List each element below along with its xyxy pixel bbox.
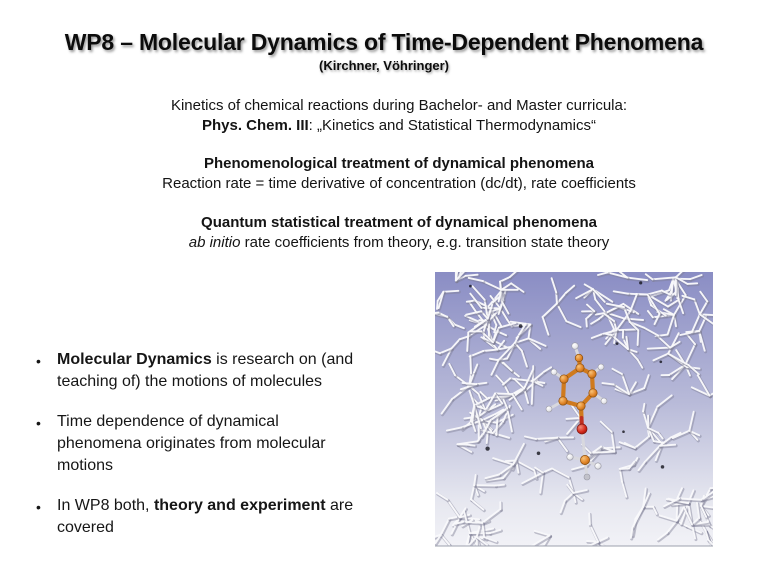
bullet-1-bold: Molecular Dynamics	[57, 351, 212, 368]
intro-line-2	[30, 116, 768, 136]
quantum-body-italic: ab initio	[188, 234, 241, 251]
md-snapshot-svg	[435, 272, 713, 550]
quantum-heading: Quantum statistical treatment of dynamical phenomena	[201, 214, 597, 231]
slide-title: WP8 – Molecular Dynamics of Time-Dependent Phenomena	[64, 29, 704, 55]
bullet-marker: •	[36, 499, 41, 515]
bullet-2-pre: Time dependence of dynamical phenomena originates from molecular motions	[57, 413, 326, 474]
bullet-marker: •	[36, 415, 41, 431]
bullet-3-post: are covered	[57, 497, 354, 536]
bullet-item-2	[36, 411, 364, 477]
quantum-body	[30, 233, 768, 253]
bullet-item-3	[36, 495, 364, 539]
bullet-marker: •	[36, 353, 41, 369]
quantum-body-rest: rate coefficients from theory, e.g. transition state theory	[240, 234, 610, 251]
bullet-text	[57, 411, 364, 477]
bullet-text	[57, 495, 364, 539]
phenomenological-block	[30, 154, 768, 194]
phenomenological-heading: Phenomenological treatment of dynamical phenomena	[203, 155, 595, 172]
bullet-1-post: is research on (and teaching of) the motions of molecules	[57, 351, 354, 390]
figure-bottom-strip	[435, 547, 713, 551]
bullet-3-bold: theory and experiment	[153, 497, 326, 514]
bullet-text	[57, 349, 364, 393]
slide-subtitle: (Kirchner, Vöhringer)	[318, 58, 450, 73]
bullet-3-pre: In WP8 both,	[57, 497, 154, 514]
intro-line-1: Kinetics of chemical reactions during Bachelor- and Master curricula:	[170, 97, 628, 114]
intro-block	[30, 96, 768, 136]
quantum-block	[30, 213, 768, 253]
md-snapshot-figure	[435, 272, 713, 550]
bullet-list	[36, 349, 364, 557]
intro-line-2-bold: Phys. Chem. III	[201, 117, 309, 134]
intro-line-2-rest: : „Kinetics and Statistical Thermodynamics“	[308, 117, 597, 134]
bullet-item-1	[36, 349, 364, 393]
phenomenological-body: Reaction rate = time derivative of concentration (dc/dt), rate coefficients	[162, 175, 636, 192]
